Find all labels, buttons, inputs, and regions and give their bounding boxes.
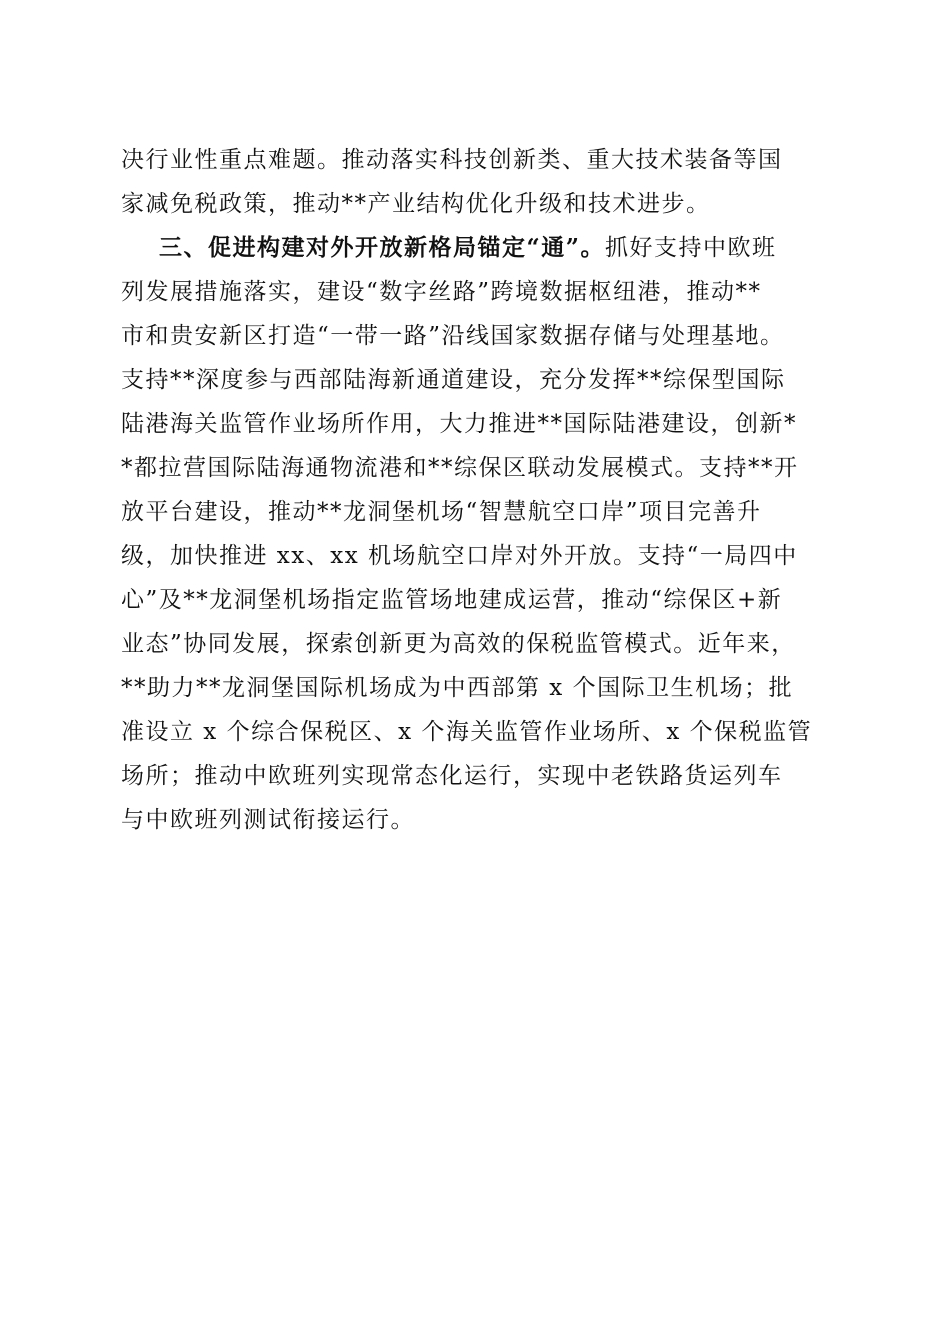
text-line: 与中欧班列测试衔接运行。 xyxy=(121,807,415,833)
section-first-line-text: 抓好支持中欧班 xyxy=(604,235,777,261)
document-body xyxy=(121,138,833,842)
text-line: 决行业性重点难题。推动落实科技创新类、重大技术装备等国 xyxy=(121,147,783,173)
text-line: 家减免税政策，推动**产业结构优化升级和技术进步。 xyxy=(121,191,711,217)
text-line: 场所；推动中欧班列实现常态化运行，实现中老铁路货运列车 xyxy=(121,763,783,789)
text-line: 准设立 x 个综合保税区、x 个海关监管作业场所、x 个保税监管 xyxy=(121,719,813,745)
text-line: 市和贵安新区打造“一带一路”沿线国家数据存储与处理基地。 xyxy=(121,323,785,349)
section-heading: 三、促进构建对外开放新格局锚定“通”。 xyxy=(159,234,605,261)
text-line: *都拉营国际陆海通物流港和**综保区联动发展模式。支持**开 xyxy=(121,455,799,481)
text-line: 放平台建设，推动**龙洞堡机场“智慧航空口岸”项目完善升 xyxy=(121,499,762,525)
section-first-line xyxy=(121,226,833,270)
text-line: 心”及**龙洞堡机场指定监管场地建成运营，推动“综保区+新 xyxy=(121,587,783,613)
text-line: 级，加快推进 xx、xx 机场航空口岸对外开放。支持“一局四中 xyxy=(121,543,798,569)
text-line: **助力**龙洞堡国际机场成为中西部第 x 个国际卫生机场；批 xyxy=(121,675,794,701)
text-line: 列发展措施落实，建设“数字丝路”跨境数据枢纽港，推动** xyxy=(121,279,762,305)
text-line: 陆港海关监管作业场所作用，大力推进**国际陆港建设，创新* xyxy=(121,411,797,437)
text-line: 支持**深度参与西部陆海新通道建设，充分发挥**综保型国际 xyxy=(121,367,786,393)
text-line: 业态”协同发展，探索创新更为高效的保税监管模式。近年来， xyxy=(121,631,796,657)
